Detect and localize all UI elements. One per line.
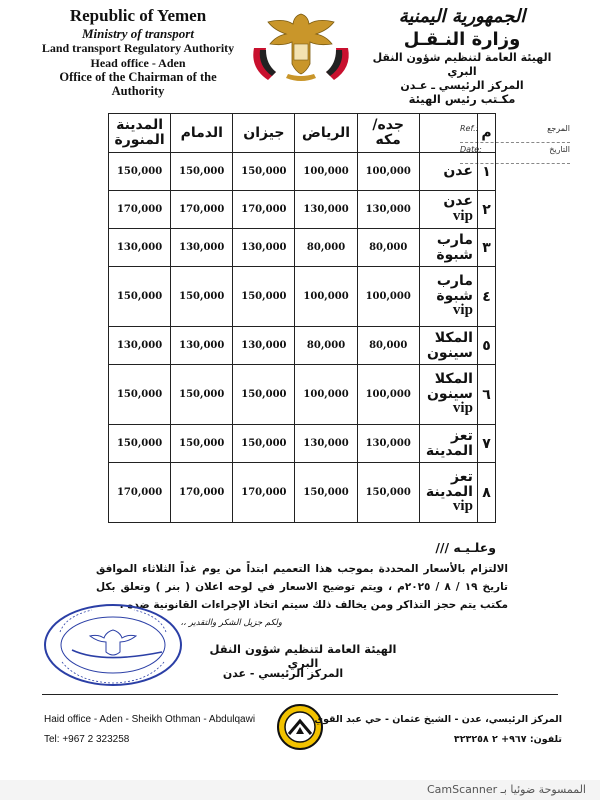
reference-label-en: Ref.:: [460, 124, 479, 133]
row-number-cell: ٦: [477, 365, 495, 425]
header-arabic-block: [362, 6, 562, 107]
office-name-ar: المركز الرئيسي ـ عـدن: [400, 78, 524, 92]
yemen-eagle-emblem-icon: [246, 8, 356, 86]
row-number-cell: ٨: [477, 463, 495, 523]
price-cell: 130,000: [109, 327, 171, 365]
price-cell: 150,000: [109, 365, 171, 425]
vip-label: vip: [452, 400, 473, 417]
price-cell: 170,000: [233, 463, 295, 523]
price-cell: 150,000: [109, 153, 171, 191]
route-cell: [419, 153, 477, 191]
table-row: [109, 463, 496, 523]
price-cell: 150,000: [109, 267, 171, 327]
chairman-office-ar: مكـتب رئيس الهيئة: [408, 92, 516, 107]
row-number-cell: ٢: [477, 191, 495, 229]
price-cell: 80,000: [295, 327, 357, 365]
ministry-name-ar: وزارة النـقـل: [403, 28, 521, 50]
price-cell: 80,000: [295, 229, 357, 267]
route-name: مارب شبوة: [436, 231, 473, 263]
date-label-en: Date:: [460, 145, 482, 154]
price-cell: 100,000: [295, 267, 357, 327]
fare-price-table: [108, 113, 496, 523]
date-label-ar: التاريخ: [549, 145, 570, 154]
route-cell: [419, 267, 477, 327]
price-cell: 100,000: [295, 365, 357, 425]
row-number-cell: ٤: [477, 267, 495, 327]
footer-english-contact: [44, 710, 255, 750]
price-cell: 130,000: [295, 191, 357, 229]
price-cell: 150,000: [357, 463, 419, 523]
footer-phone-ar: تلفون: ٩٦٧+ ٢ ٣٢٣٢٥٨: [453, 733, 562, 745]
route-name: مارب شبوة: [436, 272, 473, 304]
chairman-office-en: Office of the Chairman of the Authority: [59, 69, 217, 99]
column-header: المدينة المنورة: [109, 114, 171, 153]
route-cell: [419, 365, 477, 425]
footer-phone-en: Tel: +967 2 323258: [44, 734, 130, 745]
authority-name-ar: الهيئة العامة لتنظيم شؤون النقل البري: [372, 51, 552, 78]
route-cell: [419, 463, 477, 523]
notice-title: وعلـيـه ///: [435, 540, 496, 555]
ministry-name-en: Ministry of transport: [82, 26, 194, 42]
route-name: تعز المدينة: [425, 427, 473, 459]
price-cell: 150,000: [171, 153, 233, 191]
header-english-block: [38, 6, 238, 99]
row-number-cell: ٧: [477, 425, 495, 463]
price-cell: 170,000: [171, 191, 233, 229]
scanner-watermark-text: الممسوحة ضوئيا بـ CamScanner: [426, 783, 586, 796]
row-number-cell: ١: [477, 153, 495, 191]
table-row: [109, 365, 496, 425]
price-cell: 130,000: [357, 425, 419, 463]
table-row: [109, 229, 496, 267]
price-cell: 100,000: [357, 267, 419, 327]
price-cell: 130,000: [171, 229, 233, 267]
route-cell: [419, 191, 477, 229]
route-name: عدن: [443, 163, 473, 180]
route-name: عدن: [443, 193, 473, 210]
price-cell: 100,000: [357, 153, 419, 191]
price-cell: 150,000: [109, 425, 171, 463]
price-cell: 150,000: [233, 425, 295, 463]
price-cell: 80,000: [357, 229, 419, 267]
price-cell: 130,000: [357, 191, 419, 229]
price-cell: 150,000: [171, 365, 233, 425]
column-header: الدمام: [171, 114, 233, 153]
column-header: جيزان: [233, 114, 295, 153]
footer-divider: [42, 694, 558, 695]
price-cell: 100,000: [357, 365, 419, 425]
table-row: [109, 425, 496, 463]
authority-name-en: Land transport Regulatory Authority: [41, 41, 235, 56]
price-cell: 170,000: [109, 191, 171, 229]
country-name-en: Republic of Yemen: [69, 6, 207, 25]
price-cell: 150,000: [233, 153, 295, 191]
price-cell: 130,000: [233, 327, 295, 365]
price-cell: 150,000: [233, 365, 295, 425]
footer-arabic-contact: [314, 710, 562, 750]
price-cell: 130,000: [295, 425, 357, 463]
table-body: [109, 153, 496, 523]
price-cell: 100,000: [295, 153, 357, 191]
route-cell: [419, 229, 477, 267]
price-cell: 170,000: [171, 463, 233, 523]
signatory-authority: الهيئة العامة لتنظيم شؤون النقل البري: [209, 642, 397, 670]
column-header: م: [477, 114, 495, 153]
price-cell: 150,000: [295, 463, 357, 523]
column-header: الرياض: [295, 114, 357, 153]
price-cell: 170,000: [109, 463, 171, 523]
footer-address-ar: المركز الرئيسي، عدن - الشيخ عثمان - حي عبد القوي: [314, 714, 562, 725]
table-row: [109, 327, 496, 365]
table-header-row: [109, 114, 496, 153]
official-stamp-icon: [42, 602, 184, 688]
country-name-ar: الجمهورية اليمنية: [398, 6, 526, 27]
table-row: [109, 153, 496, 191]
price-cell: 170,000: [233, 191, 295, 229]
table-row: [109, 267, 496, 327]
row-number-cell: ٥: [477, 327, 495, 365]
signatory-office: المركز الرئيسي - عدن: [222, 667, 344, 680]
price-cell: 130,000: [109, 229, 171, 267]
route-cell: [419, 327, 477, 365]
office-name-en: Head office - Aden: [90, 55, 186, 70]
vip-label: vip: [452, 498, 473, 515]
price-cell: 130,000: [171, 327, 233, 365]
closing-line: ولكم جزيل الشكر والتقدير ،،: [180, 618, 282, 628]
route-name: تعز المدينة: [425, 468, 473, 500]
vip-label: vip: [452, 207, 473, 224]
row-number-cell: ٣: [477, 229, 495, 267]
price-cell: 150,000: [171, 425, 233, 463]
price-cell: 150,000: [171, 267, 233, 327]
route-cell: [419, 425, 477, 463]
route-name: المكلا سينون: [426, 370, 473, 402]
footer-address-en: Haid office - Aden - Sheikh Othman - Abdulqawi: [44, 714, 256, 725]
column-header-route: [419, 114, 477, 153]
notice-body: الالتزام بالأسعار المحددة بموجب هذا التعميم ابتداً من يوم غداً الثلاثاء الموافق تاريخ ١٩ / ٨ / ٢٠٢٥م ، ويتم توضيح الاسعار في لوحه اعلان ( بنر ) وتعلق بكل مكتب يتم حجز التذاكر ومن يخالف ذلك سيتم اتخاذ الإجراءات القانونية ضده .: [96, 563, 508, 611]
reference-label-ar: المرجع: [547, 124, 570, 133]
column-header: جده/ مكه: [357, 114, 419, 153]
price-cell: 130,000: [233, 229, 295, 267]
vip-label: vip: [452, 302, 473, 319]
price-cell: 150,000: [233, 267, 295, 327]
table-row: [109, 191, 496, 229]
price-cell: 80,000: [357, 327, 419, 365]
route-name: المكلا سينون: [426, 329, 473, 361]
